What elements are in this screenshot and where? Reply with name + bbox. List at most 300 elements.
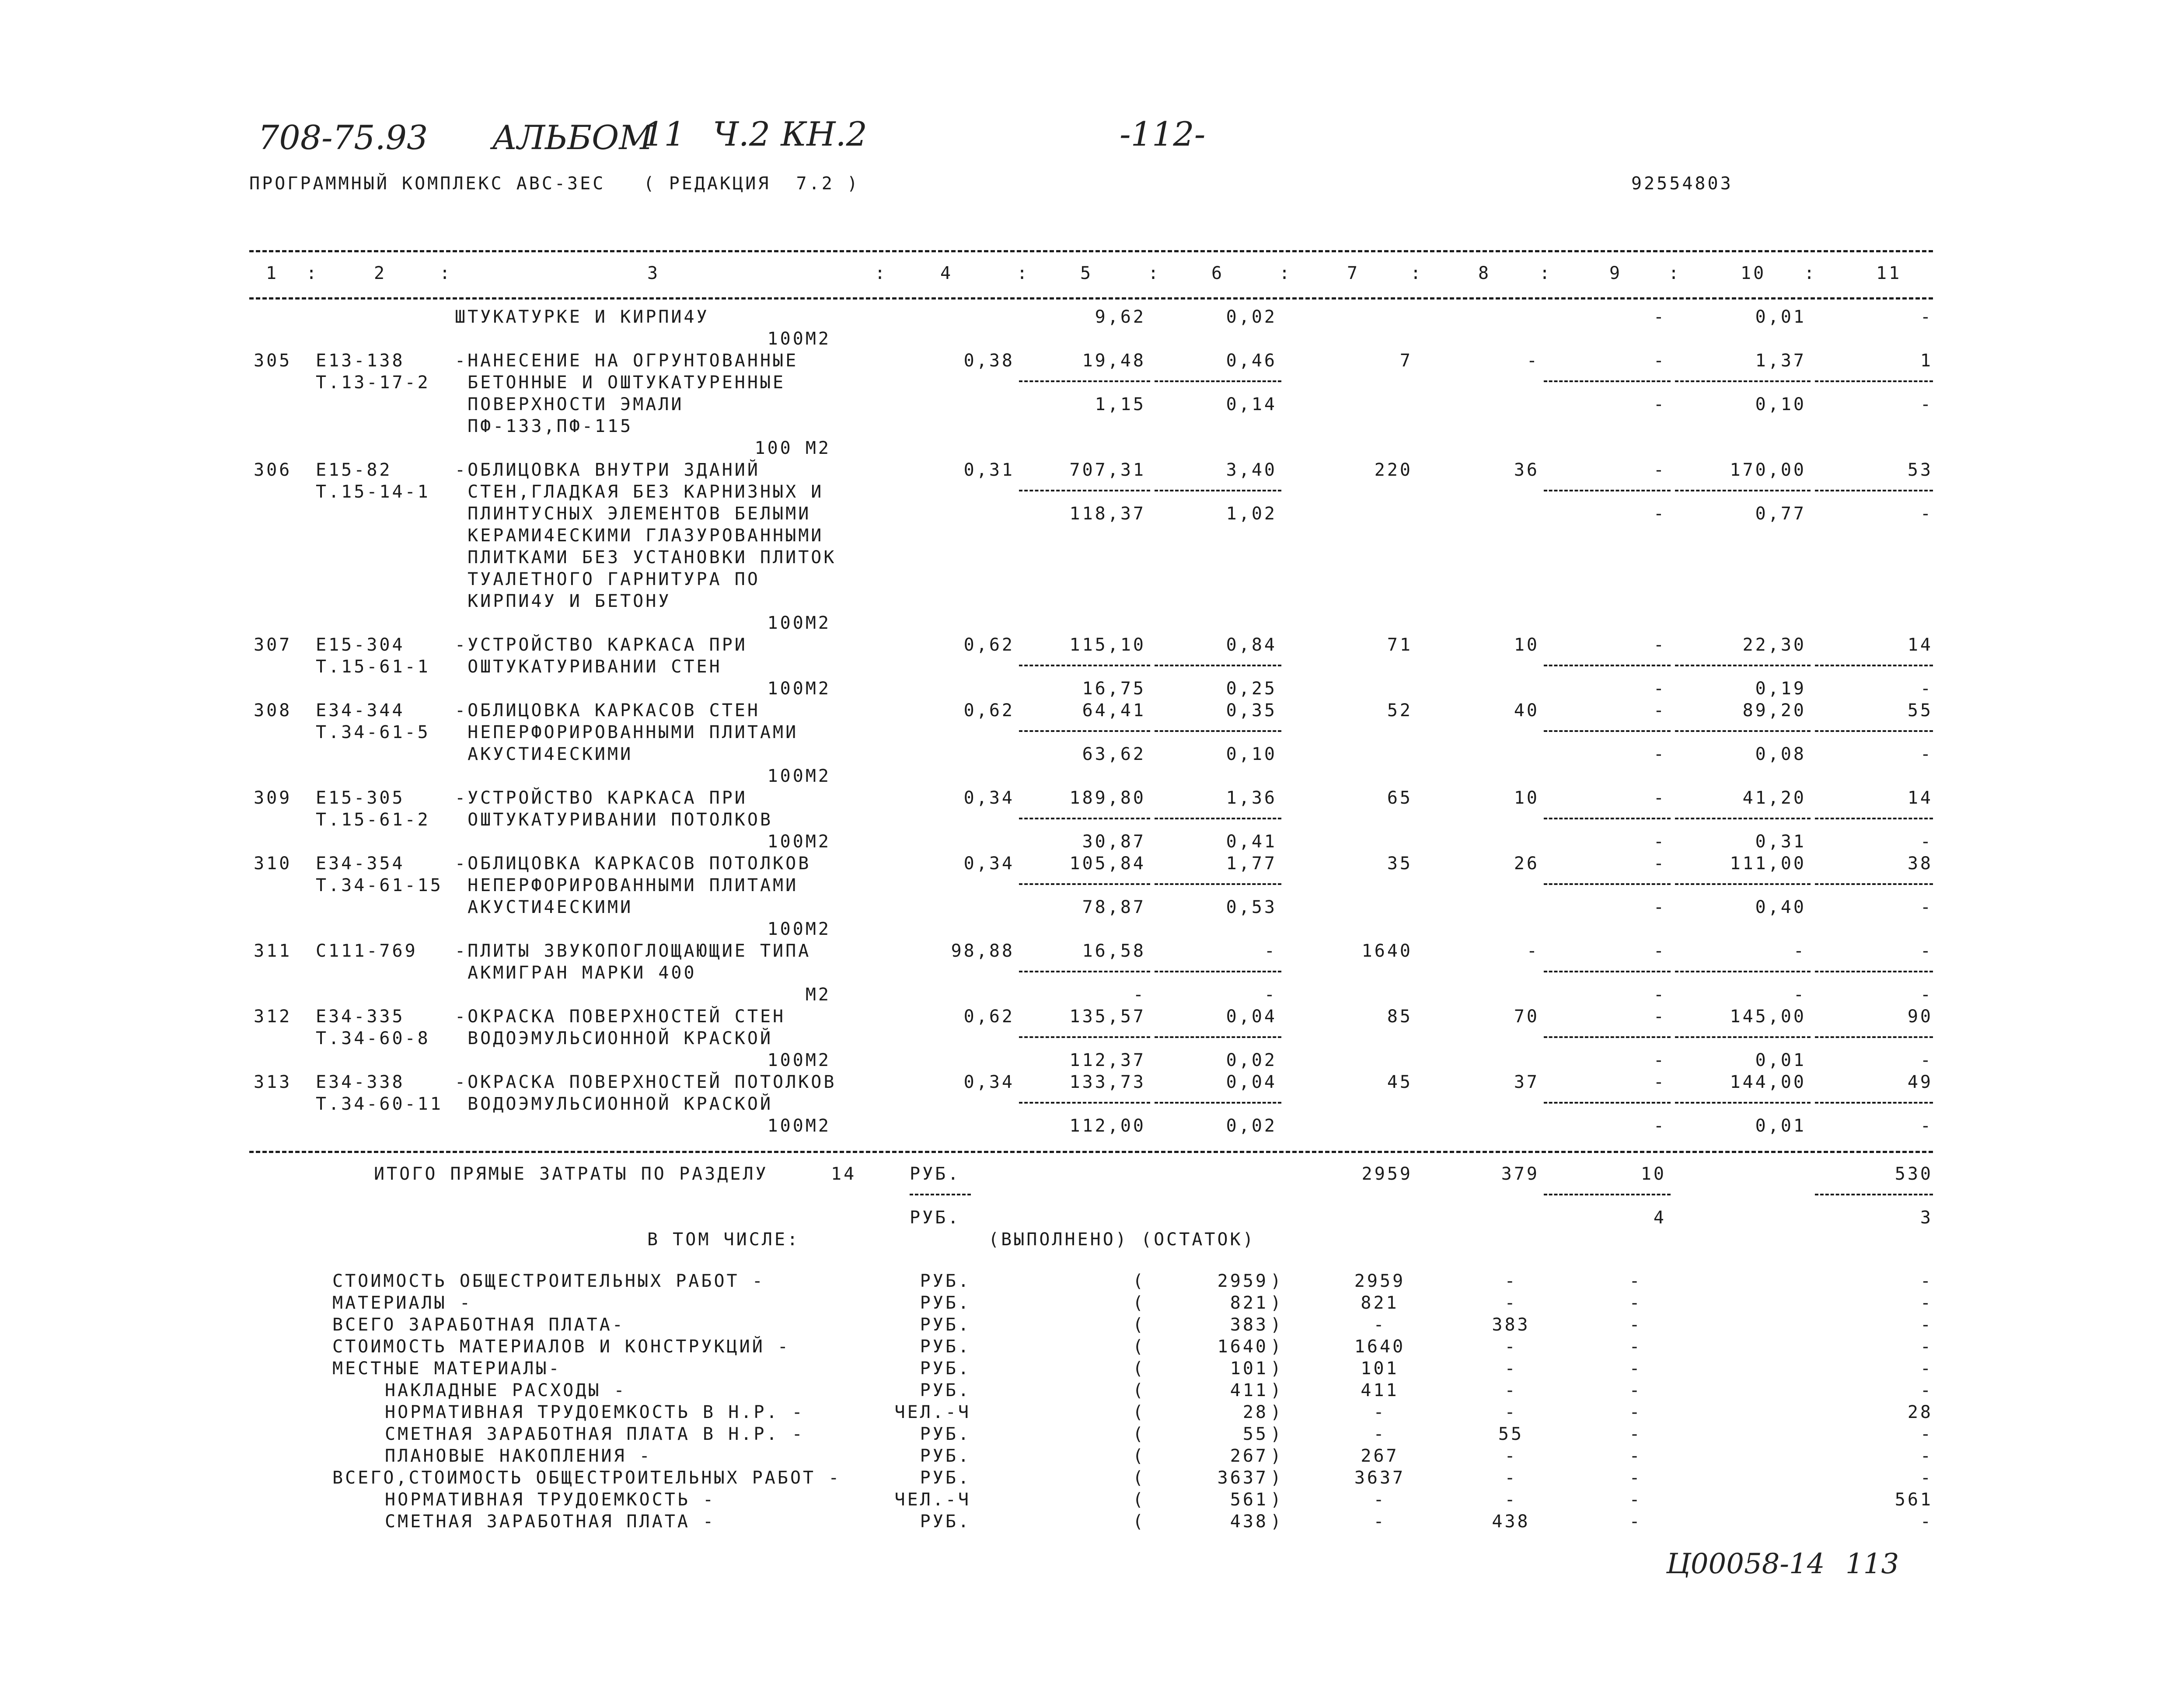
cell-c5: 9,62 [1095,307,1146,327]
column-number-6: 6 [1211,263,1225,283]
cell-c6: 0,04 [1226,1007,1277,1027]
totals-c9: 10 [1640,1164,1666,1184]
cell-c9: - [1653,394,1666,415]
cell-c7: 52 [1387,700,1413,721]
cell-c3: -ОБЛИЦОВКА ВНУТРИ ЗДАНИЙ [455,460,760,480]
cell-c10: 0,01 [1755,307,1806,327]
cell-c10: 41,20 [1742,788,1806,808]
cell-c2: Т.34-61-15 [316,875,443,895]
cell-c5: 135,57 [1069,1007,1146,1027]
cell-c6: 0,02 [1226,1116,1277,1136]
summary-paren-close: ) [1270,1293,1284,1313]
column-separator: : [1279,263,1292,283]
subtotal-rule [1675,883,1811,885]
cell-c3: -УСТРОЙСТВО КАРКАСА ПРИ [455,788,747,808]
cell-c6: 0,84 [1226,635,1277,655]
part-book: Ч.2 КН.2 [713,115,868,153]
subtotal-rule [1675,490,1811,491]
summary-c8: 383 [1492,1315,1530,1335]
cell-c3: КЕРАМИ4ЕСКИМИ ГЛАЗУРОВАННЫМИ [455,526,824,546]
summary-paren-open: ( [1133,1402,1146,1422]
subtotal-rule [1815,665,1933,666]
column-separator: : [875,263,888,283]
column-number-3: 3 [647,263,660,283]
cell-c2: Т.34-60-11 [316,1094,443,1114]
cell-c6: 0,46 [1226,351,1277,371]
cell-c3: БЕТОННЫЕ И ОШТУКАТУРЕННЫЕ [455,373,786,393]
subtotal-rule [1544,1102,1671,1104]
summary-c11: 561 [1894,1490,1933,1510]
summary-unit: ЧЕЛ.-Ч [894,1490,971,1510]
cell-c3: 100 М2 [754,438,831,458]
totals-c11: 530 [1894,1164,1933,1184]
summary-c11: 28 [1907,1402,1933,1422]
summary-c9: - [1629,1271,1642,1291]
summary-c11: - [1920,1315,1933,1335]
summary-label: СТОИМОСТЬ ОБЩЕСТРОИТЕЛЬНЫХ РАБОТ - [332,1271,765,1291]
cell-c3: НЕПЕРФОРИРОВАННЫМИ ПЛИТАМИ [455,722,799,742]
cell-c3: ОШТУКАТУРИВАНИИ ПОТОЛКОВ [455,810,773,830]
cell-c11: - [1920,744,1933,764]
totals-unit-2: РУБ. [910,1208,961,1228]
cell-c9: - [1653,1007,1666,1027]
cell-c11: - [1920,394,1933,415]
summary-paren-open: ( [1133,1424,1146,1444]
column-number-7: 7 [1347,263,1360,283]
cell-c5: 707,31 [1069,460,1146,480]
cell-c4: 0,62 [963,635,1015,655]
cell-c3: ТУАЛЕТНОГО ГАРНИТУРА ПО [455,569,760,589]
subtotal-rule [1544,665,1671,666]
summary-label: СТОИМОСТЬ МАТЕРИАЛОВ И КОНСТРУКЦИЙ - [332,1337,790,1357]
cell-c5: 133,73 [1069,1072,1146,1092]
cell-c11: - [1920,1050,1933,1070]
cell-c3: ПФ-133,ПФ-115 [455,416,633,436]
summary-c7: - [1373,1402,1386,1422]
cell-c6: 3,40 [1226,460,1277,480]
cell-c1: 313 [254,1072,292,1092]
cell-c6: - [1264,985,1277,1005]
summary-c9: - [1629,1315,1642,1335]
cell-c3: 100М2 [767,329,831,349]
cell-c2: Т.34-60-8 [316,1028,430,1049]
cell-c9: - [1653,788,1666,808]
summary-c9: - [1629,1512,1642,1532]
cell-c11: 49 [1907,1072,1933,1092]
summary-c8: 55 [1498,1424,1524,1444]
cell-c2: Е34-354 [316,853,405,874]
subtotal-rule [1815,730,1933,732]
cell-c5: 16,75 [1082,679,1146,699]
subtotal-rule [1544,730,1671,732]
column-separator: : [1668,263,1682,283]
cell-c10: 22,30 [1742,635,1806,655]
summary-paren-open: ( [1133,1271,1146,1291]
cell-c1: 306 [254,460,292,480]
cell-c9: - [1653,1072,1666,1092]
subtotal-rule [1544,818,1671,819]
column-number-5: 5 [1080,263,1093,283]
subtotal-rule [1815,971,1933,972]
summary-paren-close: ) [1270,1380,1284,1400]
cell-c2: Е34-338 [316,1072,405,1092]
column-number-1: 1 [266,263,279,283]
column-number-4: 4 [940,263,953,283]
cell-c8: 37 [1514,1072,1539,1092]
summary-c11: - [1920,1380,1933,1400]
totals-c11-b: 3 [1920,1208,1933,1228]
subtotal-rule [1675,730,1811,732]
column-separator: : [1539,263,1553,283]
cell-c8: 10 [1514,788,1539,808]
cell-c8: 36 [1514,460,1539,480]
cell-c5: 189,80 [1069,788,1146,808]
column-separator: : [1017,263,1030,283]
summary-c8: - [1504,1359,1518,1379]
cell-c6: 1,02 [1226,504,1277,524]
summary-c9: - [1629,1468,1642,1488]
summary-label: МАТЕРИАЛЫ - [332,1293,472,1313]
cell-c9: - [1653,832,1666,852]
summary-paren-close: ) [1270,1468,1284,1488]
summary-unit: РУБ. [920,1293,971,1313]
subtotal-rule [1155,1102,1281,1104]
album-number: 11 [643,115,685,153]
cell-c3: АКУСТИ4ЕСКИМИ [455,744,633,764]
summary-label: ПЛАНОВЫЕ НАКОПЛЕНИЯ - [385,1446,652,1466]
summary-paren-value: 55 [1242,1424,1268,1444]
cell-c9: - [1653,744,1666,764]
cell-c3: 100М2 [767,919,831,939]
cell-c3: -НАНЕСЕНИЕ НА ОГРУНТОВАННЫЕ [455,351,799,371]
column-separator: : [1804,263,1817,283]
summary-c7: 821 [1361,1293,1399,1313]
footer-page: 113 [1846,1548,1899,1580]
summary-c7: 2959 [1354,1271,1406,1291]
subtotal-rule [1815,1036,1933,1038]
cell-c6: 0,04 [1226,1072,1277,1092]
cell-c7: 85 [1387,1007,1413,1027]
cell-c10: 0,10 [1755,394,1806,415]
subtotal-rule [1815,1102,1933,1104]
cell-c1: 312 [254,1007,292,1027]
cell-c3: -ОБЛИЦОВКА КАРКАСОВ ПОТОЛКОВ [455,853,811,874]
summary-c7: - [1373,1490,1386,1510]
cell-c3: ВОДОЭМУЛЬСИОННОЙ КРАСКОЙ [455,1094,773,1114]
cell-c5: 64,41 [1082,700,1146,721]
summary-unit: РУБ. [920,1337,971,1357]
header-bottom-rule [249,297,1933,300]
cell-c3: КИРПИ4У И БЕТОНУ [455,591,671,611]
cell-c3: 100М2 [767,1050,831,1070]
summary-c7: - [1373,1315,1386,1335]
subtotal-rule [1155,490,1281,491]
summary-unit: РУБ. [920,1424,971,1444]
summary-c7: - [1373,1512,1386,1532]
summary-c11: - [1920,1446,1933,1466]
cell-c8: 10 [1514,635,1539,655]
cell-c3: ПОВЕРХНОСТИ ЭМАЛИ [455,394,684,415]
document-number: 92554803 [1631,174,1733,194]
column-separator: : [440,263,453,283]
cell-c11: 1 [1920,351,1933,371]
cell-c10: 111,00 [1730,853,1806,874]
cell-c2: Е34-344 [316,700,405,721]
cell-c9: - [1653,985,1666,1005]
subtotal-rule [1544,971,1671,972]
cell-c11: - [1920,504,1933,524]
totals-section: 14 [831,1164,857,1184]
summary-paren-value: 101 [1230,1359,1268,1379]
cell-c10: 0,08 [1755,744,1806,764]
summary-unit: РУБ. [920,1271,971,1291]
cell-c1: 308 [254,700,292,721]
summary-c9: - [1629,1446,1642,1466]
cell-c9: - [1653,941,1666,961]
subtotal-rule [1155,730,1281,732]
cell-c5: 112,00 [1069,1116,1146,1136]
summary-c11: - [1920,1337,1933,1357]
cell-c5: 19,48 [1082,351,1146,371]
subtotal-rule [1675,1102,1811,1104]
subtotal-rule [1675,665,1811,666]
cell-c3: 100М2 [767,832,831,852]
summary-c7: 411 [1361,1380,1399,1400]
summary-unit: РУБ. [920,1446,971,1466]
cell-c10: 0,77 [1755,504,1806,524]
cell-c6: 0,14 [1226,394,1277,415]
summary-c11: - [1920,1359,1933,1379]
summary-c11: - [1920,1271,1933,1291]
summary-paren-value: 561 [1230,1490,1268,1510]
cell-c3: ПЛИТКАМИ БЕЗ УСТАНОВКИ ПЛИТОК [455,547,837,568]
summary-c9: - [1629,1337,1642,1357]
subtotal-rule [1815,380,1933,382]
cell-c3: ПЛИНТУСНЫХ ЭЛЕМЕНТОВ БЕЛЫМИ [455,504,811,524]
summary-paren-open: ( [1133,1468,1146,1488]
totals-c7: 2959 [1361,1164,1413,1184]
cell-c7: 35 [1387,853,1413,874]
subtotal-rule [1544,1036,1671,1038]
summary-paren-value: 411 [1230,1380,1268,1400]
totals-rule [1815,1194,1933,1195]
summary-c7: - [1373,1424,1386,1444]
cell-c10: 89,20 [1742,700,1806,721]
cell-c9: - [1653,635,1666,655]
summary-paren-close: ) [1270,1271,1284,1291]
summary-c8: - [1504,1271,1518,1291]
summary-paren-close: ) [1270,1446,1284,1466]
summary-paren-close: ) [1270,1315,1284,1335]
summary-paren-value: 383 [1230,1315,1268,1335]
summary-paren-open: ( [1133,1446,1146,1466]
subtotal-rule [1675,1036,1811,1038]
subtotal-rule [1155,380,1281,382]
column-number-10: 10 [1741,263,1766,283]
cell-c3: 100М2 [767,613,831,633]
subtotal-rule [1155,971,1281,972]
cell-c10: 0,31 [1755,832,1806,852]
cell-c2: С111-769 [316,941,418,961]
summary-unit: РУБ. [920,1359,971,1379]
cell-c9: - [1653,1116,1666,1136]
footer-code: Ц00058-14 [1666,1548,1825,1580]
cell-c2: Е15-304 [316,635,405,655]
summary-paren-close: ) [1270,1337,1284,1357]
cell-c11: - [1920,985,1933,1005]
cell-c3: СТЕН,ГЛАДКАЯ БЕЗ КАРНИЗНЫХ И [455,482,824,502]
cell-c5: 105,84 [1069,853,1146,874]
summary-paren-value: 2959 [1217,1271,1268,1291]
cell-c2: Т.15-61-1 [316,657,430,677]
cell-c4: 0,34 [963,853,1015,874]
cell-c3: -ОБЛИЦОВКА КАРКАСОВ СТЕН [455,700,760,721]
summary-paren-open: ( [1133,1337,1146,1357]
cell-c9: - [1653,1050,1666,1070]
subtotal-rule [1019,730,1150,732]
cell-c2: Т.15-14-1 [316,482,430,502]
summary-label: СМЕТНАЯ ЗАРАБОТНАЯ ПЛАТА - [385,1512,716,1532]
summary-paren-open: ( [1133,1380,1146,1400]
column-separator: : [1410,263,1423,283]
summary-paren-open: ( [1133,1512,1146,1532]
cell-c7: 7 [1399,351,1413,371]
summary-c8: - [1504,1380,1518,1400]
subtotal-rule [1675,971,1811,972]
cell-c1: 310 [254,853,292,874]
summary-paren-open: ( [1133,1315,1146,1335]
summary-c9: - [1629,1424,1642,1444]
totals-c8: 379 [1501,1164,1539,1184]
summary-c7: 3637 [1354,1468,1406,1488]
column-number-2: 2 [374,263,387,283]
cell-c10: - [1793,985,1806,1005]
subtotal-rule [1019,490,1150,491]
subtotal-rule [1815,883,1933,885]
summary-unit: РУБ. [920,1468,971,1488]
page-number: -112- [1120,115,1206,153]
summary-paren-value: 267 [1230,1446,1268,1466]
cell-c3: 100М2 [767,766,831,786]
summary-paren-value: 1640 [1217,1337,1268,1357]
cell-c3: НЕПЕРФОРИРОВАННЫМИ ПЛИТАМИ [455,875,799,895]
cell-c3: -ПЛИТЫ ЗВУКОПОГЛОЩАЮЩИЕ ТИПА [455,941,811,961]
subtotal-rule [1155,883,1281,885]
summary-paren-value: 438 [1230,1512,1268,1532]
cell-c11: - [1920,832,1933,852]
cell-c1: 309 [254,788,292,808]
subtotal-rule [1155,1036,1281,1038]
summary-c8: - [1504,1293,1518,1313]
cell-c7: 65 [1387,788,1413,808]
cell-c5: 63,62 [1082,744,1146,764]
including-label: В ТОМ ЧИСЛЕ: [647,1230,800,1250]
summary-c11: - [1920,1424,1933,1444]
cell-c9: - [1653,504,1666,524]
cell-c10: 145,00 [1730,1007,1806,1027]
cell-c11: 55 [1907,700,1933,721]
cell-c10: 170,00 [1730,460,1806,480]
cell-c3: АКМИГРАН МАРКИ 400 [455,963,697,983]
cell-c3: -ОКРАСКА ПОВЕРХНОСТЕЙ ПОТОЛКОВ [455,1072,837,1092]
summary-paren-value: 821 [1230,1293,1268,1313]
totals-rule [910,1194,971,1195]
summary-c9: - [1629,1359,1642,1379]
cell-c11: 38 [1907,853,1933,874]
cell-c7: 71 [1387,635,1413,655]
cell-c3: АКУСТИ4ЕСКИМИ [455,897,633,917]
subtotal-rule [1019,818,1150,819]
cell-c9: - [1653,460,1666,480]
summary-c9: - [1629,1293,1642,1313]
cell-c9: - [1653,853,1666,874]
cell-c1: 307 [254,635,292,655]
cell-c9: - [1653,307,1666,327]
column-separator: : [1148,263,1161,283]
cell-c8: 40 [1514,700,1539,721]
cell-c11: 14 [1907,788,1933,808]
subtotal-rule [1019,380,1150,382]
subtotal-rule [1019,665,1150,666]
cell-c3: 100М2 [767,679,831,699]
cell-c1: 305 [254,351,292,371]
summary-paren-open: ( [1133,1359,1146,1379]
cell-c8: - [1526,351,1539,371]
subtotal-rule [1544,883,1671,885]
summary-paren-value: 28 [1242,1402,1268,1422]
cell-c9: - [1653,700,1666,721]
summary-label: МЕСТНЫЕ МАТЕРИАЛЫ- [332,1359,562,1379]
cell-c3: ВОДОЭМУЛЬСИОННОЙ КРАСКОЙ [455,1028,773,1049]
cell-c3: М2 [805,985,831,1005]
summary-unit: РУБ. [920,1512,971,1532]
summary-unit: РУБ. [920,1380,971,1400]
cell-c3: 100М2 [767,1116,831,1136]
cell-c9: - [1653,351,1666,371]
summary-paren-close: ) [1270,1490,1284,1510]
summary-label: НОРМАТИВНАЯ ТРУДОЕМКОСТЬ - [385,1490,716,1510]
cell-c5: - [1133,985,1146,1005]
totals-c9-b: 4 [1653,1208,1666,1228]
cell-c5: 78,87 [1082,897,1146,917]
summary-paren-close: ) [1270,1359,1284,1379]
summary-c11: - [1920,1293,1933,1313]
cell-c8: 70 [1514,1007,1539,1027]
cell-c6: 1,36 [1226,788,1277,808]
summary-c8: - [1504,1337,1518,1357]
cell-c6: 0,02 [1226,307,1277,327]
cell-c6: 0,10 [1226,744,1277,764]
cell-c2: Е15-82 [316,460,392,480]
subtotal-rule [1155,665,1281,666]
totals-label: ИТОГО ПРЯМЫЕ ЗАТРАТЫ ПО РАЗДЕЛУ [374,1164,768,1184]
cell-c4: 98,88 [951,941,1015,961]
cell-c6: 0,25 [1226,679,1277,699]
totals-unit: РУБ. [910,1164,961,1184]
column-number-11: 11 [1876,263,1902,283]
cell-c5: 112,37 [1069,1050,1146,1070]
cell-c7: 1640 [1361,941,1413,961]
program-header: ПРОГРАММНЫЙ КОМПЛЕКС АВС-3ЕС ( РЕДАКЦИЯ 7.2 ) [249,174,860,194]
summary-c9: - [1629,1380,1642,1400]
subtotal-rule [1019,1036,1150,1038]
cell-c11: - [1920,1116,1933,1136]
cell-c5: 1,15 [1095,394,1146,415]
subtotal-rule [1019,883,1150,885]
cell-c11: - [1920,897,1933,917]
summary-c8: - [1504,1490,1518,1510]
summary-unit: ЧЕЛ.-Ч [894,1402,971,1422]
